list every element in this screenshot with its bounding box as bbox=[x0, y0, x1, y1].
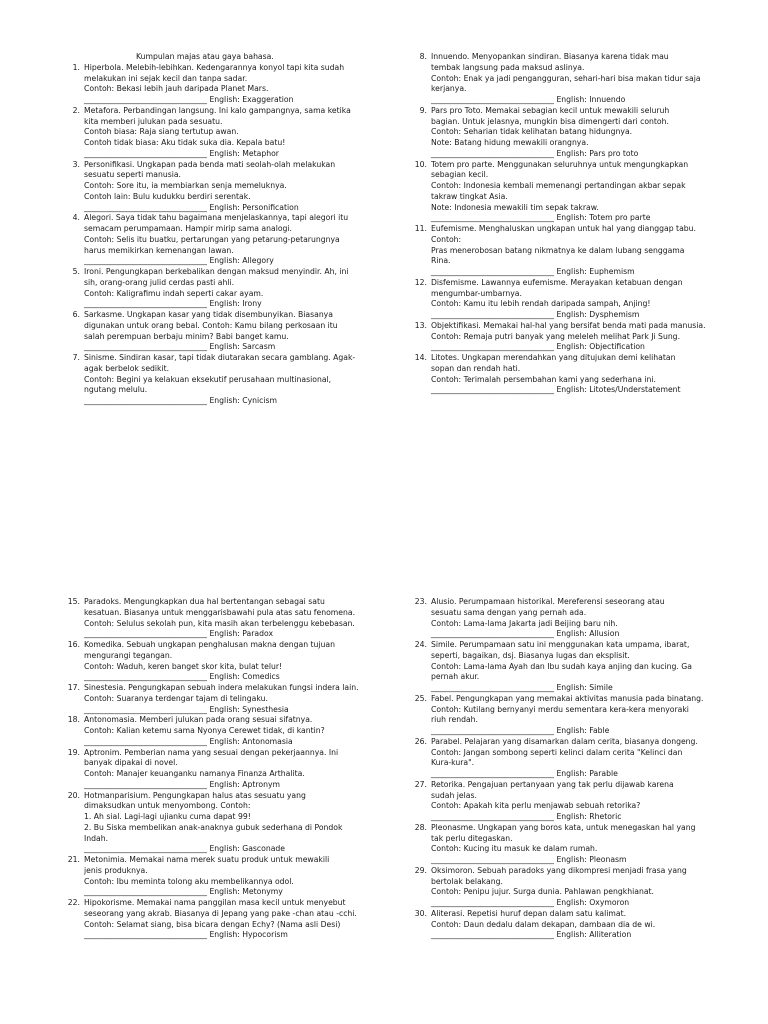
english-term: English: Pars pro toto bbox=[556, 148, 639, 158]
item-text-line: sih, orang-orang julid cerdas pasti ahli. bbox=[84, 277, 235, 287]
english-term-line bbox=[84, 256, 366, 267]
item-text-line: Personifikasi. Ungkapan pada benda mati seolah-olah melakukan bbox=[84, 159, 336, 169]
item-text-line: kesatuan. Biasanya untuk menggarisbawahi pula atas satu fenomena. bbox=[84, 607, 356, 617]
item-number: 15. bbox=[67, 597, 80, 606]
item-text-line: Sinestesia. Pengungkapan sebuah indera melakukan fungsi indera lain. bbox=[84, 683, 359, 692]
english-term: English: Litotes/Understatement bbox=[556, 385, 681, 395]
item-text-line: Contoh: Selis itu buatku, pertarungan yang petarung-petarungnya bbox=[84, 234, 340, 244]
answer-blank: ________________________________ bbox=[431, 855, 554, 864]
item-number: 13. bbox=[414, 320, 427, 330]
item-number: 6. bbox=[72, 310, 80, 319]
item-text-line: mengurangi tegangan. bbox=[84, 650, 173, 660]
answer-blank: ________________________________ bbox=[84, 95, 207, 104]
majas-item bbox=[66, 213, 366, 267]
english-term-line bbox=[431, 629, 718, 640]
item-text-line: sesuatu seperti manusia. bbox=[84, 170, 181, 180]
item-text-line: Contoh lain: Bulu kudukku berdiri serentak. bbox=[84, 191, 251, 201]
item-text-line: Hipokorisme. Memakai nama panggilan masa kecil untuk menyebut bbox=[84, 898, 346, 907]
majas-item bbox=[66, 898, 366, 941]
item-text-line: Note: Indonesia mewakili tim sepak takraw. bbox=[431, 202, 599, 212]
item-text-line: Contoh tidak biasa: Aku tidak suka dia. Kepala batu! bbox=[84, 138, 286, 147]
english-term: English: Objectification bbox=[556, 342, 645, 352]
answer-blank: ________________________________ bbox=[431, 683, 554, 692]
item-text-line: Contoh: Remaja putri banyak yang meleleh melihat Park Ji Sung. bbox=[431, 331, 681, 341]
english-term: English: Oxymoron bbox=[556, 898, 630, 907]
majas-item bbox=[413, 866, 718, 909]
answer-blank: ________________________________ bbox=[84, 672, 207, 682]
english-term-line bbox=[84, 149, 366, 160]
item-text-line: sebagian kecil. bbox=[431, 170, 489, 180]
english-term-line bbox=[431, 683, 718, 694]
item-number: 17. bbox=[67, 683, 80, 692]
majas-item bbox=[66, 310, 366, 353]
item-text-line: Kura-kura". bbox=[431, 758, 475, 768]
item-text-line: Aliterasi. Repetisi huruf depan dalam satu kalimat. bbox=[431, 908, 627, 918]
majas-item bbox=[66, 267, 366, 310]
english-term: English: Paradox bbox=[209, 629, 274, 639]
item-text-line: Alegori. Saya tidak tahu bagaimana menjelaskannya, tapi alegori itu bbox=[84, 213, 349, 223]
item-text-line: Simile. Perumpamaan satu ini menggunakan kata umpama, ibarat, bbox=[431, 640, 690, 649]
english-term-line bbox=[84, 203, 366, 214]
item-text-line: digunakan untuk orang bebal. Contoh: Kamu bilang perkosaan itu bbox=[84, 320, 338, 330]
item-text-line: Contoh: Daun dedalu dalam dekapan, dambaan dia de wi. bbox=[431, 919, 656, 929]
item-number: 30. bbox=[414, 908, 427, 918]
answer-blank: ________________________________ bbox=[431, 95, 554, 104]
column-4 bbox=[413, 597, 718, 941]
english-term: English: Exaggeration bbox=[209, 95, 294, 104]
english-term: English: Metonymy bbox=[209, 887, 283, 897]
majas-item bbox=[66, 63, 366, 106]
item-number: 28. bbox=[414, 822, 427, 832]
majas-item bbox=[413, 160, 718, 225]
english-term-line bbox=[431, 898, 718, 909]
majas-item bbox=[66, 106, 366, 160]
answer-blank: ________________________________ bbox=[431, 769, 554, 778]
answer-blank: ________________________________ bbox=[84, 342, 207, 352]
english-term: English: Innuendo bbox=[556, 95, 626, 104]
item-number: 20. bbox=[67, 790, 80, 800]
majas-item bbox=[413, 640, 718, 694]
english-term-line bbox=[84, 629, 366, 640]
item-text-line: Contoh: Kaligrafimu indah seperti cakar ayam. bbox=[84, 288, 264, 298]
item-text-line: Contoh: Penipu jujur. Surga dunia. Pahlawan pengkhianat. bbox=[431, 887, 654, 897]
english-term-line bbox=[431, 267, 718, 278]
item-text-line: Contoh: Kutilang bernyanyi merdu sementara kera-kera menyoraki bbox=[431, 704, 689, 714]
majas-item bbox=[413, 278, 718, 321]
item-text-line: sudah jelas. bbox=[431, 790, 477, 800]
english-term-line bbox=[431, 726, 718, 737]
answer-blank: ________________________________ bbox=[84, 396, 207, 405]
item-number: 9. bbox=[419, 105, 427, 115]
item-text-line: Disfemisme. Lawannya eufemisme. Merayakan ketabuan dengan bbox=[431, 277, 683, 287]
item-number: 21. bbox=[67, 855, 80, 864]
english-term: English: Metaphor bbox=[209, 148, 279, 158]
english-term: English: Parable bbox=[556, 769, 618, 778]
english-term-line bbox=[431, 385, 718, 396]
answer-blank: ________________________________ bbox=[84, 887, 207, 897]
item-text-line: sopan dan rendah hati. bbox=[431, 363, 521, 373]
english-term-line bbox=[84, 844, 366, 855]
majas-item bbox=[66, 855, 366, 898]
majas-item bbox=[66, 791, 366, 856]
english-term-line bbox=[431, 855, 718, 866]
english-term: English: Simile bbox=[556, 683, 613, 692]
item-text-line: Contoh: Lama-lama Jakarta jadi Beijing baru nih. bbox=[431, 618, 618, 628]
item-number: 8. bbox=[419, 52, 427, 61]
item-text-line: Contoh: Enak ya jadi pengangguran, sehari-hari bisa makan tidur saja bbox=[431, 73, 701, 83]
english-term-line bbox=[431, 310, 718, 321]
english-term-line bbox=[431, 342, 718, 353]
item-text-line: Pleonasme. Ungkapan yang boros kata, untuk menegaskan hal yang bbox=[431, 822, 696, 832]
answer-blank: ________________________________ bbox=[431, 726, 554, 735]
item-number: 5. bbox=[72, 267, 80, 276]
item-number: 10. bbox=[414, 159, 427, 169]
item-text-line: takraw tingkat Asia. bbox=[431, 191, 508, 201]
item-number: 2. bbox=[72, 105, 80, 115]
english-term: English: Pleonasm bbox=[556, 855, 627, 864]
english-term: English: Gasconade bbox=[209, 844, 286, 854]
item-text-line: bagian. Untuk jelasnya, mungkin bisa dimengerti dari contoh. bbox=[431, 116, 669, 126]
answer-blank: ________________________________ bbox=[431, 267, 554, 276]
english-term: English: Sarcasm bbox=[209, 342, 276, 352]
item-text-line: Parabel. Pelajaran yang disamarkan dalam cerita, biasanya dongeng. bbox=[431, 736, 698, 746]
item-text-line: Contoh: Sore itu, ia membiarkan senja memeluknya. bbox=[84, 181, 287, 190]
item-text-line: Contoh: Selamat siang, bisa bicara dengan Echy? (Nama asli Desi) bbox=[84, 919, 341, 929]
item-number: 4. bbox=[72, 213, 80, 223]
answer-blank: ________________________________ bbox=[84, 844, 207, 854]
item-text-line: dimaksudkan untuk menyombong. Contoh: bbox=[84, 801, 251, 811]
answer-blank: ________________________________ bbox=[431, 898, 554, 907]
answer-blank: ________________________________ bbox=[84, 736, 207, 746]
english-term: English: Irony bbox=[209, 299, 262, 309]
item-text-line: riuh rendah. bbox=[431, 715, 478, 725]
english-term-line bbox=[431, 930, 718, 941]
item-text-line: Pars pro Toto. Memakai sebagian kecil untuk mewakili seluruh bbox=[431, 105, 670, 115]
item-text-line: Indah. bbox=[84, 833, 109, 843]
item-text-line: Contoh: Begini ya kelakuan eksekutif perusahaan multinasional, bbox=[84, 374, 332, 384]
answer-blank: ________________________________ bbox=[431, 342, 554, 352]
item-number: 19. bbox=[67, 747, 80, 757]
item-text-line: Ironi. Pengungkapan berkebalikan dengan maksud menyindir. Ah, ini bbox=[84, 267, 349, 276]
majas-item bbox=[413, 823, 718, 866]
english-term: English: Euphemism bbox=[556, 267, 635, 276]
english-term: English: Alliteration bbox=[556, 930, 632, 940]
item-number: 25. bbox=[414, 693, 427, 703]
item-text-line: Objektifikasi. Memakai hal-hal yang bersifat benda mati pada manusia. bbox=[431, 320, 706, 330]
english-term: English: Fable bbox=[556, 726, 610, 735]
english-term-line bbox=[84, 930, 366, 941]
majas-item bbox=[413, 694, 718, 737]
english-term: English: Totem pro parte bbox=[556, 213, 651, 223]
majas-item bbox=[413, 597, 718, 640]
item-text-line: Contoh: Bekasi lebih jauh daripada Planet Mars. bbox=[84, 84, 269, 94]
answer-blank: ________________________________ bbox=[84, 704, 207, 714]
item-text-line: Antonomasia. Memberi julukan pada orang sesuai sifatnya. bbox=[84, 715, 313, 725]
item-text-line: Contoh: Suaranya terdengar tajam di telingaku. bbox=[84, 693, 268, 703]
answer-blank: ________________________________ bbox=[431, 310, 554, 319]
item-text-line: semacam perumpamaan. Hampir mirip sama analogi. bbox=[84, 224, 292, 233]
item-number: 11. bbox=[414, 224, 427, 233]
answer-blank: ________________________________ bbox=[431, 213, 554, 223]
item-text-line: seseorang yang akrab. Biasanya di Jepang yang pake -chan atau -cchi. bbox=[84, 908, 357, 918]
item-text-line: Paradoks. Mengungkapkan dua hal bertentangan sebagai satu bbox=[84, 597, 325, 606]
item-text-line: 2. Bu Siska membelikan anak-anaknya gubuk sederhana di Pondok bbox=[84, 822, 343, 832]
item-text-line: Contoh: Ibu meminta tolong aku membelikannya odol. bbox=[84, 876, 294, 886]
item-text-line: Sarkasme. Ungkapan kasar yang tidak disembunyikan. Biasanya bbox=[84, 310, 333, 319]
item-text-line: Litotes. Ungkapan merendahkan yang ditujukan demi kelihatan bbox=[431, 353, 676, 362]
item-text-line: tak perlu ditegaskan. bbox=[431, 833, 513, 843]
english-term-line bbox=[431, 812, 718, 823]
english-term-line bbox=[84, 342, 366, 353]
item-text-line: Contoh: Kamu itu lebih rendah daripada sampah, Anjing! bbox=[431, 299, 651, 309]
item-text-line: Contoh: Kucing itu masuk ke dalam rumah. bbox=[431, 844, 598, 854]
item-text-line: Contoh: Manajer keuanganku namanya Finanza Arthalita. bbox=[84, 769, 305, 778]
item-text-line: Contoh: Indonesia kembali memenangi pertandingan akbar sepak bbox=[431, 181, 686, 190]
item-text-line: Hiperbola. Melebih-lebihkan. Kedengarannya konyol tapi kita sudah bbox=[84, 62, 345, 72]
item-text-line: Contoh biasa: Raja siang tertutup awan. bbox=[84, 127, 239, 137]
english-term-line bbox=[84, 737, 366, 748]
english-term-line bbox=[84, 705, 366, 716]
item-number: 18. bbox=[67, 715, 80, 725]
item-number: 3. bbox=[72, 159, 80, 169]
english-term-line bbox=[431, 769, 718, 780]
item-number: 14. bbox=[414, 353, 427, 362]
majas-item bbox=[413, 909, 718, 941]
item-number: 7. bbox=[72, 353, 80, 362]
item-text-line: banyak dipakai di novel. bbox=[84, 758, 178, 768]
english-term: English: Comedics bbox=[209, 672, 280, 682]
answer-blank: ________________________________ bbox=[84, 930, 207, 940]
item-text-line: Retorika. Pengajuan pertanyaan yang tak perlu dijawab karena bbox=[431, 779, 674, 789]
item-text-line: Contoh: bbox=[431, 234, 462, 244]
item-text-line: sesuatu sama dengan yang pernah ada. bbox=[431, 607, 587, 617]
majas-item bbox=[413, 106, 718, 160]
column-2 bbox=[413, 52, 718, 396]
item-text-line: salah perempuan berbaju minim? Babi banget kamu. bbox=[84, 331, 289, 341]
answer-blank: ________________________________ bbox=[431, 812, 554, 821]
item-number: 22. bbox=[67, 898, 80, 907]
item-text-line: Sinisme. Sindiran kasar, tapi tidak diutarakan secara gamblang. Agak- bbox=[84, 353, 356, 362]
english-term-line bbox=[84, 95, 366, 106]
majas-item bbox=[413, 737, 718, 780]
item-number: 1. bbox=[72, 62, 80, 72]
item-number: 29. bbox=[414, 865, 427, 875]
english-term: English: Hypocorism bbox=[209, 930, 288, 940]
english-term: English: Aptronym bbox=[209, 779, 281, 789]
item-text-line: Contoh: Apakah kita perlu menjawab sebuah retorika? bbox=[431, 801, 641, 811]
item-text-line: Pras menerobosan batang nikmatnya ke dalam lubang senggama bbox=[431, 245, 685, 255]
item-text-line: 1. Ah sial. Lagi-lagi ujianku cuma dapat 99! bbox=[84, 812, 251, 821]
majas-item bbox=[66, 160, 366, 214]
item-text-line: Innuendo. Menyopankan sindiran. Biasanya karena tidak mau bbox=[431, 52, 669, 61]
english-term: English: Dysphemism bbox=[556, 310, 640, 319]
item-text-line: jenis produknya. bbox=[84, 865, 148, 875]
item-text-line: Hotmanparisium. Pengungkapan halus atas sesuatu yang bbox=[84, 790, 306, 800]
item-text-line: Metafora. Perbandingan langsung. Ini kalo gampangnya, sama ketika bbox=[84, 105, 351, 115]
english-term: English: Allusion bbox=[556, 629, 620, 639]
answer-blank: ________________________________ bbox=[84, 202, 207, 212]
item-text-line: Rina. bbox=[431, 256, 451, 266]
english-term-line bbox=[84, 396, 366, 407]
answer-blank: ________________________________ bbox=[84, 629, 207, 639]
english-term-line bbox=[84, 299, 366, 310]
item-text-line: Fabel. Pengungkapan yang memakai aktivitas manusia pada binatang. bbox=[431, 693, 704, 703]
english-term-line bbox=[431, 95, 718, 106]
item-number: 12. bbox=[414, 277, 427, 287]
english-term-line bbox=[431, 149, 718, 160]
majas-item bbox=[413, 780, 718, 823]
document-title: Kumpulan majas atau gaya bahasa. bbox=[136, 52, 274, 61]
item-text-line: Oksimoron. Sebuah paradoks yang dikompresi menjadi frasa yang bbox=[431, 865, 687, 875]
english-term: English: Allegory bbox=[209, 256, 274, 266]
english-term: English: Personification bbox=[209, 202, 299, 212]
item-text-line: Contoh: Seharian tidak kelihatan batang hidungnya. bbox=[431, 127, 633, 137]
item-text-line: Contoh: Lama-lama Ayah dan Ibu sudah kaya anjing dan kucing. Ga bbox=[431, 661, 692, 671]
item-number: 26. bbox=[414, 736, 427, 746]
majas-item bbox=[66, 353, 366, 407]
majas-item bbox=[413, 224, 718, 278]
item-text-line: Note: Batang hidung mewakili orangnya. bbox=[431, 138, 589, 147]
answer-blank: ________________________________ bbox=[431, 930, 554, 940]
english-term: English: Rhetoric bbox=[556, 812, 622, 821]
answer-blank: ________________________________ bbox=[431, 385, 554, 395]
majas-item bbox=[66, 597, 366, 640]
item-text-line: Contoh: Selulus sekolah pun, kita masih akan terbelenggu kebebasan. bbox=[84, 618, 355, 628]
item-text-line: harus memikirkan kemenangan lawan. bbox=[84, 245, 234, 255]
item-text-line: agak berbelok sedikit. bbox=[84, 363, 170, 373]
item-text-line: Eufemisme. Menghaluskan ungkapan untuk hal yang dianggap tabu. bbox=[431, 224, 696, 233]
item-text-line: Aptronim. Pemberian nama yang sesuai dengan pekerjaannya. Ini bbox=[84, 747, 339, 757]
answer-blank: ________________________________ bbox=[431, 148, 554, 158]
majas-item bbox=[413, 52, 718, 106]
item-number: 16. bbox=[67, 640, 80, 649]
english-term-line bbox=[84, 672, 366, 683]
item-text-line: pernah akur. bbox=[431, 672, 480, 682]
item-text-line: Totem pro parte. Menggunakan seluruhnya untuk mengungkapkan bbox=[431, 159, 689, 169]
majas-item bbox=[66, 715, 366, 747]
english-term: English: Antonomasia bbox=[209, 736, 293, 746]
item-text-line: Contoh: Kalian ketemu sama Nyonya Cerewet tidak, di kantin? bbox=[84, 726, 325, 735]
majas-item bbox=[413, 321, 718, 353]
item-text-line: Alusio. Perumpamaan historikal. Mereferensi seseorang atau bbox=[431, 597, 665, 606]
item-text-line: Contoh: Jangan sombong seperti kelinci dalam cerita "Kelinci dan bbox=[431, 747, 683, 757]
english-term: English: Cynicism bbox=[209, 396, 278, 405]
item-text-line: tembak langsung pada maksud aslinya. bbox=[431, 62, 585, 72]
item-text-line: melakukan ini sejak kecil dan tanpa sadar. bbox=[84, 73, 248, 83]
english-term-line bbox=[431, 213, 718, 224]
column-1 bbox=[66, 52, 366, 407]
majas-item bbox=[66, 683, 366, 715]
answer-blank: ________________________________ bbox=[84, 299, 207, 309]
item-text-line: Contoh: Waduh, keren banget skor kita, bulat telur! bbox=[84, 661, 283, 671]
answer-blank: ________________________________ bbox=[84, 779, 207, 789]
english-term: English: Synesthesia bbox=[209, 704, 289, 714]
item-text-line: kerjanya. bbox=[431, 84, 467, 94]
item-text-line: ngutang melulu. bbox=[84, 385, 148, 395]
item-number: 27. bbox=[414, 779, 427, 789]
item-text-line: seperti, bagaikan, dsj. Biasanya lugas dan eksplisit. bbox=[431, 650, 630, 660]
answer-blank: ________________________________ bbox=[84, 148, 207, 158]
answer-blank: ________________________________ bbox=[431, 629, 554, 639]
majas-item bbox=[66, 748, 366, 791]
column-3 bbox=[66, 597, 366, 941]
item-text-line: Contoh: Terimalah persembahan kami yang sederhana ini. bbox=[431, 374, 656, 384]
item-number: 23. bbox=[414, 597, 427, 606]
item-text-line: bertolak belakang. bbox=[431, 876, 503, 886]
majas-item bbox=[66, 640, 366, 683]
english-term-line bbox=[84, 887, 366, 898]
answer-blank: ________________________________ bbox=[84, 256, 207, 266]
english-term-line bbox=[84, 780, 366, 791]
item-text-line: mengumbar-umbarnya. bbox=[431, 288, 522, 298]
item-text-line: Komedika. Sebuah ungkapan penghalusan makna dengan tujuan bbox=[84, 640, 335, 649]
majas-item bbox=[413, 353, 718, 396]
item-number: 24. bbox=[414, 640, 427, 649]
item-text-line: Metonimia. Memakai nama merek suatu produk untuk mewakili bbox=[84, 855, 330, 864]
item-text-line: kita memberi julukan pada sesuatu. bbox=[84, 116, 223, 126]
